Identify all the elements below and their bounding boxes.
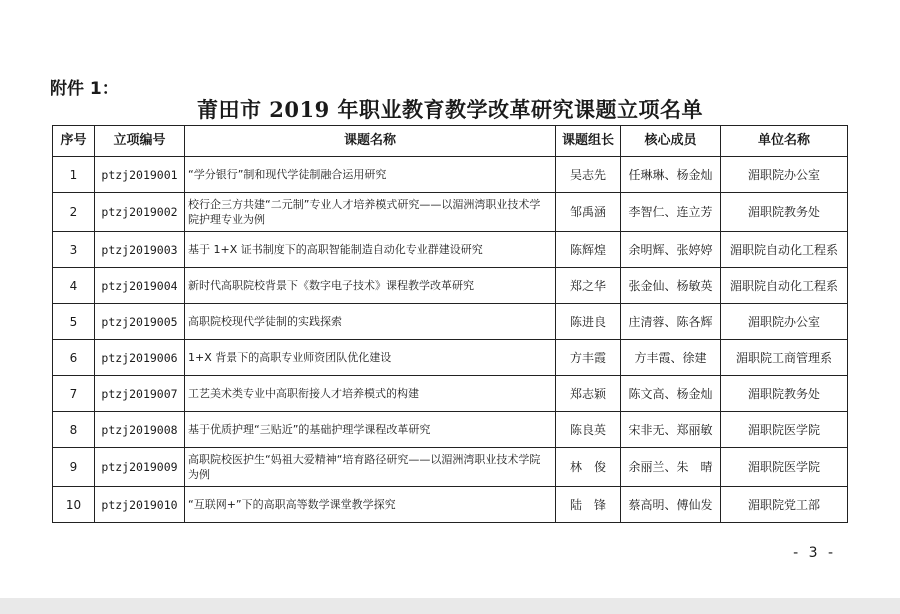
cell-code: ptzj2019007 (95, 376, 185, 412)
table-row (53, 268, 848, 304)
cell-topic: 校行企三方共建“二元制”专业人才培养模式研究——以湄洲湾职业技术学院护理专业为例 (185, 193, 556, 232)
cell-no: 2 (53, 193, 95, 232)
header-no: 序号 (53, 126, 95, 157)
cell-unit: 湄职院办公室 (721, 157, 848, 193)
header-members: 核心成员 (621, 126, 721, 157)
cell-code: ptzj2019005 (95, 304, 185, 340)
cell-unit: 湄职院党工部 (721, 487, 848, 523)
cell-no: 6 (53, 340, 95, 376)
cell-no: 3 (53, 232, 95, 268)
cell-leader: 陈辉煌 (556, 232, 621, 268)
header-leader: 课题组长 (556, 126, 621, 157)
cell-no: 8 (53, 412, 95, 448)
cell-unit: 湄职院自动化工程系 (721, 232, 848, 268)
page-title: 莆田市 2019 年职业教育教学改革研究课题立项名单 (196, 97, 704, 122)
table-row (53, 376, 848, 412)
cell-members: 方丰霞、徐建 (621, 340, 721, 376)
cell-topic: 基于优质护理“三贴近”的基础护理学课程改革研究 (185, 412, 556, 448)
page-number: - 3 - (793, 545, 836, 561)
cell-topic: 新时代高职院校背景下《数字电子技术》课程教学改革研究 (185, 268, 556, 304)
cell-leader: 邹禹涵 (556, 193, 621, 232)
table-row (53, 232, 848, 268)
cell-topic: 工艺美术类专业中高职衔接人才培养模式的构建 (185, 376, 556, 412)
cell-unit: 湄职院医学院 (721, 448, 848, 487)
cell-leader: 郑之华 (556, 268, 621, 304)
cell-topic: “学分银行”制和现代学徒制融合运用研究 (185, 157, 556, 193)
cell-unit: 湄职院工商管理系 (721, 340, 848, 376)
cell-no: 4 (53, 268, 95, 304)
cell-no: 7 (53, 376, 95, 412)
cell-code: ptzj2019001 (95, 157, 185, 193)
cell-members: 陈文高、杨金灿 (621, 376, 721, 412)
cell-unit: 湄职院医学院 (721, 412, 848, 448)
cell-topic: 1+X 背景下的高职专业师资团队优化建设 (185, 340, 556, 376)
header-code: 立项编号 (95, 126, 185, 157)
table-row (53, 448, 848, 487)
cell-leader: 林 俊 (556, 448, 621, 487)
cell-unit: 湄职院自动化工程系 (721, 268, 848, 304)
cell-members: 庄清蓉、陈各辉 (621, 304, 721, 340)
cell-members: 蔡高明、傅仙发 (621, 487, 721, 523)
table-row (53, 193, 848, 232)
cell-code: ptzj2019008 (95, 412, 185, 448)
cell-leader: 郑志颖 (556, 376, 621, 412)
table-row (53, 304, 848, 340)
cell-members: 李智仁、连立芳 (621, 193, 721, 232)
cell-code: ptzj2019010 (95, 487, 185, 523)
cell-topic: 高职院校医护生“妈祖大爱精神“培育路径研究——以湄洲湾职业技术学院为例 (185, 448, 556, 487)
table-row (53, 340, 848, 376)
cell-no: 9 (53, 448, 95, 487)
cell-code: ptzj2019009 (95, 448, 185, 487)
cell-members: 余丽兰、朱 晴 (621, 448, 721, 487)
table-row (53, 157, 848, 193)
cell-no: 10 (53, 487, 95, 523)
header-topic: 课题名称 (185, 126, 556, 157)
cell-leader: 陈进良 (556, 304, 621, 340)
cell-members: 张金仙、杨敏英 (621, 268, 721, 304)
cell-code: ptzj2019002 (95, 193, 185, 232)
cell-unit: 湄职院办公室 (721, 304, 848, 340)
cell-no: 1 (53, 157, 95, 193)
cell-members: 余明辉、张婷婷 (621, 232, 721, 268)
cell-code: ptzj2019004 (95, 268, 185, 304)
cell-code: ptzj2019006 (95, 340, 185, 376)
cell-leader: 方丰霞 (556, 340, 621, 376)
cell-members: 宋非无、郑丽敏 (621, 412, 721, 448)
cell-code: ptzj2019003 (95, 232, 185, 268)
cell-topic: “互联网+”下的高职高等数学课堂教学探究 (185, 487, 556, 523)
project-table (52, 125, 848, 523)
table-row (53, 487, 848, 523)
scan-edge (0, 598, 900, 614)
cell-leader: 吴志先 (556, 157, 621, 193)
table-header-row (53, 126, 848, 157)
cell-leader: 陈良英 (556, 412, 621, 448)
cell-topic: 高职院校现代学徒制的实践探索 (185, 304, 556, 340)
cell-topic: 基于 1+X 证书制度下的高职智能制造自动化专业群建设研究 (185, 232, 556, 268)
cell-no: 5 (53, 304, 95, 340)
table-row (53, 412, 848, 448)
header-unit: 单位名称 (721, 126, 848, 157)
cell-members: 任琳琳、杨金灿 (621, 157, 721, 193)
attachment-label: 附件 1： (50, 79, 119, 99)
cell-unit: 湄职院教务处 (721, 376, 848, 412)
cell-leader: 陆 锋 (556, 487, 621, 523)
cell-unit: 湄职院教务处 (721, 193, 848, 232)
